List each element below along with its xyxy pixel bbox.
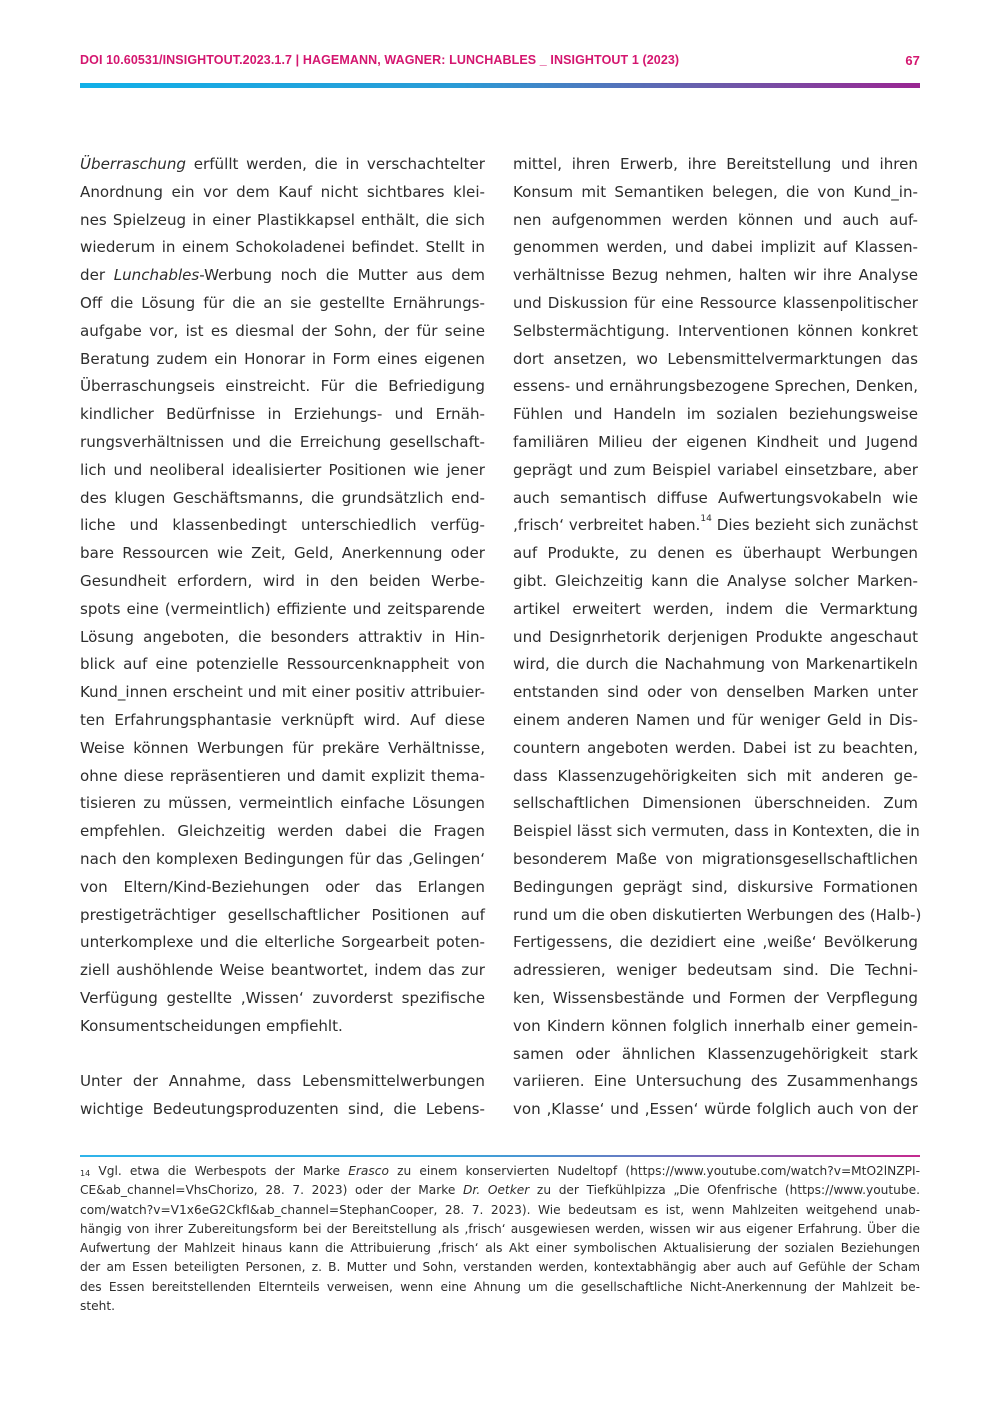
text-line: Weise können Werbungen für prekäre Verhältnisse,	[80, 738, 485, 757]
text-line: nen aufgenommen werden können und auch auf-	[513, 210, 918, 229]
text-line: rungsverhältnissen und die Erreichung gesellschaft-	[80, 432, 485, 451]
text-line: tisieren zu müssen, vermeintlich einfache Lösungen	[80, 794, 485, 813]
text-line: samen oder ähnlichen Klassenzugehörigkeit stark	[513, 1044, 918, 1063]
text-line: verhältnisse Bezug nehmen, halten wir ihre Analyse	[513, 266, 918, 285]
text-line: unterkomplexe und die elterliche Sorgearbeit poten-	[80, 933, 485, 952]
text-line: spots eine (vermeintlich) effiziente und zeitsparende	[80, 599, 485, 618]
text-line: von ‚Klasse‘ und ‚Essen‘ würde folglich auch von der	[513, 1100, 918, 1119]
footnote-number: 14	[80, 1169, 91, 1178]
text-line: Konsumentscheidungen empfiehlt.	[80, 1016, 343, 1035]
text-line: ken, Wissensbestände und Formen der Verpflegung	[513, 988, 918, 1007]
text-line: countern angeboten werden. Dabei ist zu beachten,	[513, 738, 918, 757]
text-line: auf Produkte, zu denen es überhaupt Werbungen	[513, 544, 918, 563]
text-line: adressieren, weniger bedeutsam sind. Die Techni-	[513, 961, 918, 980]
text-line: Bedingungen geprägt sind, diskursive Formationen	[513, 877, 918, 896]
text-line: Anordnung ein vor dem Kauf nicht sichtbares klei-	[80, 182, 485, 201]
text-line: bare Ressourcen wie Zeit, Geld, Anerkennung oder	[80, 544, 485, 563]
text-line: ten Erfahrungsphantasie verknüpft wird. Auf diese	[80, 710, 485, 729]
footnote-gradient-rule	[80, 1155, 920, 1157]
running-header	[80, 50, 920, 70]
italic-term: Erasco	[348, 1164, 389, 1178]
text-line: essens- und ernährungsbezogene Sprechen, Denken,	[513, 377, 918, 396]
footnote-line: steht.	[80, 1299, 116, 1314]
text-line: geprägt und zum Beispiel variabel einsetzbare, aber	[513, 460, 918, 479]
text-line: rund um die oben diskutierten Werbungen des (Halb-)	[513, 905, 922, 924]
text-line: lich und neoliberal idealisierter Positionen wie jener	[80, 460, 485, 479]
text-line: Überraschung erfüllt werden, die in verschachtelter	[80, 155, 485, 173]
footnote-line: Aufwertung der Mahlzeit hinaus kann die Attribuierung ‚frisch‘ als Akt einer symbolischen Aktualisierung der sozialen Beziehungen	[80, 1241, 920, 1256]
text-line: liche und klassenbedingt unterschiedlich verfüg-	[80, 516, 485, 535]
text-line: Beispiel lässt sich vermuten, dass in Kontexten, die in	[513, 822, 920, 841]
text-line: Konsum mit Semantiken belegen, die von Kund_in-	[513, 182, 918, 201]
italic-term: Lunchables	[113, 266, 200, 285]
running-title: DOI 10.60531/INSIGHTOUT.2023.1.7 | HAGEMANN, WAGNER: LUNCHABLES _ INSIGHTOUT 1 (2023)	[80, 53, 680, 67]
text-line: nes Spielzeug in einer Plastikkapsel enthält, die sich	[80, 210, 485, 229]
text-line: dass Klassenzugehörigkeiten sich mit anderen ge-	[513, 766, 918, 785]
text-line: ohne diese repräsentieren und damit explizit thema-	[80, 766, 485, 785]
footnote-line: $^{14}$ Vgl. etwa die Werbespots der Marke Erasco zu einem konservierten Nudeltopf (https://www.youtube.com/watch?v=MtO2lNZPI-	[80, 1164, 920, 1178]
text-line: und Designrhetorik derjenigen Produkte angeschaut	[513, 627, 918, 646]
text-line: sellschaftlichen Dimensionen überschneiden. Zum	[513, 794, 918, 813]
text-line: einem anderen Namen und für weniger Geld in Dis-	[513, 710, 918, 729]
text-line: des klugen Geschäftsmanns, die grundsätzlich end-	[80, 488, 485, 507]
text-line: ziell aushöhlende Weise beantwortet, indem das zur	[80, 961, 485, 980]
text-line: Selbstermächtigung. Interventionen können konkret	[513, 321, 918, 340]
text-line: Kund_innen erscheint und mit einer positiv attribuier-	[80, 683, 485, 702]
text-line: Gesundheit erfordern, wird in den beiden Werbe-	[80, 571, 485, 590]
text-line: der Lunchables-Werbung noch die Mutter aus dem	[80, 266, 485, 285]
text-line: ‚frisch‘ verbreitet haben.$^{14}$ Dies bezieht sich zunächst	[513, 514, 918, 535]
text-line: aufgabe vor, ist es diesmal der Sohn, der für seine	[80, 321, 485, 340]
text-line: dort ansetzen, wo Lebensmittelvermarktungen das	[513, 349, 918, 368]
text-line: wird, die durch die Nachahmung von Markenartikeln	[513, 655, 918, 674]
footnote-line: hängig von ihrer Zubereitungsform bei der Bereitstellung als ‚frisch‘ ausgewiesen werden, wissen wir aus eigener Erfahrung. Über die	[80, 1221, 920, 1236]
text-line: Fertigessens, die dezidiert eine ‚weiße‘ Bevölkerung	[513, 933, 918, 952]
footnote-line: der am Essen beteiligten Personen, z. B. Mutter und Sohn, verstanden werden, kontextabhängig aber auch auf Gefühle der Scham	[80, 1260, 920, 1275]
text-line: Unter der Annahme, dass Lebensmittelwerbungen	[80, 1072, 485, 1091]
italic-term: Überraschung	[80, 155, 187, 173]
paragraph	[80, 1068, 485, 1124]
italic-term: Dr. Oetker	[463, 1183, 530, 1198]
footnote-line[interactable]: com/watch?v=V1x6eG2CkfI&ab_channel=StephanCooper, 28. 7. 2023). Wie bedeutsam es ist, wenn Mahlzeiten weitgehend unab-	[80, 1202, 920, 1217]
text-line: genommen werden, und dabei implizit auf Klassen-	[513, 238, 918, 257]
text-line: mittel, ihren Erwerb, ihre Bereitstellung und ihren	[513, 155, 918, 173]
footnote-link[interactable]: CE&ab_channel=VhsChorizo, 28. 7. 2023) oder der Marke	[80, 1183, 464, 1198]
text-line: besonderem Maße von migrationsgesellschaftlichen	[513, 849, 918, 868]
text-line: wiederum in einem Schokoladenei befindet. Stellt in	[80, 238, 485, 257]
text-line: Verfügung gestellte ‚Wissen‘ zuvorderst spezifische	[80, 988, 485, 1007]
footnote-reference[interactable]: 14	[700, 514, 712, 525]
text-line: kindlicher Bedürfnisse in Erziehungs- und Ernäh-	[80, 405, 485, 424]
text-line: nach den komplexen Bedingungen für das ‚Gelingen‘	[80, 849, 485, 868]
footnote-line: des Essen bereitstellenden Elternteils verweisen, wenn eine Ahnung um die gesellschaftliche Nicht-Anerkennung der Mahlzeit be-	[80, 1279, 920, 1294]
footnote-14	[80, 1162, 920, 1316]
text-line: prestigeträchtiger gesellschaftlicher Positionen auf	[80, 905, 485, 924]
paragraph-gap	[80, 1041, 485, 1069]
text-line: wichtige Bedeutungsproduzenten sind, die Lebens-	[80, 1100, 485, 1119]
header-gradient-rule	[80, 83, 920, 88]
left-column	[80, 151, 485, 1124]
text-line: Fühlen und Handeln im sozialen beziehungsweise	[513, 405, 918, 424]
text-line: familiären Milieu der eigenen Kindheit und Jugend	[513, 432, 918, 451]
text-line: blick auf eine potenzielle Ressourcenknappheit von	[80, 655, 485, 674]
footnote-link[interactable]: zu einem konservierten Nudeltopf (https://www.youtube.com/watch?v=MtO2lNZPI-	[388, 1164, 920, 1178]
text-line: Off die Lösung für die an sie gestellte Ernährungs-	[80, 293, 485, 312]
text-line: Beratung zudem ein Honorar in Form eines eigenen	[80, 349, 485, 368]
text-line: entstanden sind oder von denselben Marken unter	[513, 683, 918, 702]
text-line: Überraschungseis einstreicht. Für die Befriedigung	[80, 377, 485, 396]
text-line: von Eltern/Kind-Beziehungen oder das Erlangen	[80, 877, 485, 896]
text-line: auch semantisch diffuse Aufwertungsvokabeln wie	[513, 488, 918, 507]
text-line: variieren. Eine Untersuchung des Zusammenhangs	[513, 1072, 918, 1091]
text-line: Lösung angeboten, die besonders attraktiv in Hin-	[80, 627, 485, 646]
page-number: 67	[905, 52, 920, 68]
paragraph	[80, 151, 485, 1041]
text-line: und Diskussion für eine Ressource klassenpolitischer	[513, 293, 918, 312]
text-line: empfehlen. Gleichzeitig werden dabei die Fragen	[80, 822, 485, 841]
text-line: artikel erweitert werden, indem die Vermarktung	[513, 599, 918, 618]
text-line: von Kindern können folglich innerhalb einer gemein-	[513, 1016, 918, 1035]
right-column	[513, 151, 922, 1124]
text-line: gibt. Gleichzeitig kann die Analyse solcher Marken-	[513, 571, 918, 590]
footnote-line: CE&ab_channel=VhsChorizo, 28. 7. 2023) oder der Marke Dr. Oetker zu der Tiefkühlpizza „Die Ofenfrische (https://www.youtube.	[80, 1183, 920, 1198]
